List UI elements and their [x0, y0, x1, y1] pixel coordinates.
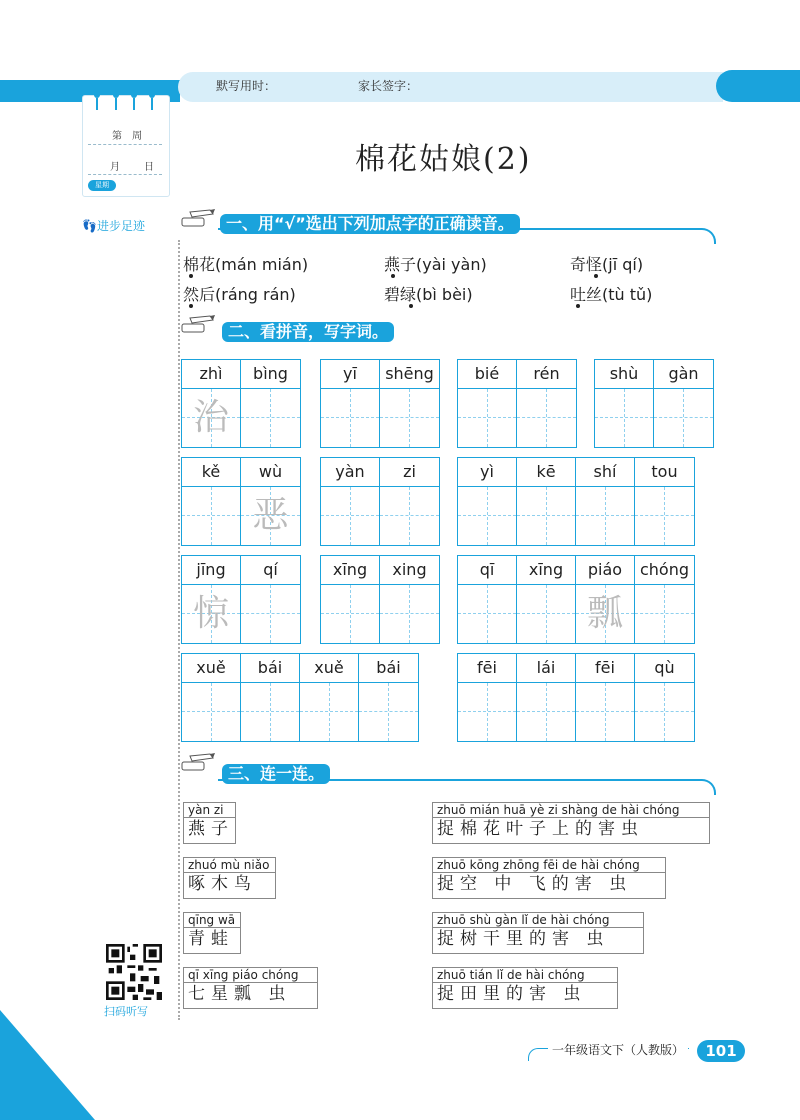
writing-cell[interactable]	[635, 556, 694, 643]
day-label: 日	[144, 162, 154, 173]
writing-cell[interactable]	[380, 360, 439, 447]
question-item: 棉花(mán mián)	[183, 255, 309, 274]
pinyin-label: shēng	[380, 360, 439, 389]
writing-cell[interactable]	[182, 458, 241, 545]
question-item: 然后(ráng rán)	[183, 285, 296, 304]
pinyin-label: bìng	[241, 360, 300, 389]
writing-cell[interactable]	[300, 654, 359, 741]
writing-cell[interactable]	[359, 654, 418, 741]
hint-character: 恶	[252, 495, 289, 536]
pinyin-writing-group	[457, 555, 695, 644]
pinyin-label: yàn	[321, 458, 379, 487]
hint-character: 治	[192, 397, 229, 438]
top-band-right	[716, 70, 800, 102]
pinyin-label: qī	[458, 556, 516, 585]
match-left-item[interactable]: qīng wā 青蛙	[183, 912, 241, 954]
writing-cell[interactable]	[458, 556, 517, 643]
hint-character: 惊	[192, 593, 229, 634]
match-right-item[interactable]: zhuō kōng zhōng fēi de hài chóng 捉空 中 飞的害 虫	[432, 857, 666, 899]
pinyin-writing-group	[320, 359, 440, 448]
pinyin-writing-group	[320, 555, 440, 644]
pinyin-label: xing	[380, 556, 439, 585]
month-label: 月	[110, 162, 120, 173]
pinyin-label: xuě	[300, 654, 358, 683]
writing-cell[interactable]	[635, 654, 694, 741]
match-left-item[interactable]: yàn zi 燕子	[183, 802, 236, 844]
pinyin-writing-group	[320, 457, 440, 546]
pinyin-label: yì	[458, 458, 516, 487]
match-right-item[interactable]: zhuō mián huā yè zi shàng de hài chóng 捉棉花叶子上的害虫	[432, 802, 710, 844]
match-left-item[interactable]: zhuó mù niǎo 啄木鸟	[183, 857, 276, 899]
pinyin-label: fēi	[576, 654, 634, 683]
writing-cell[interactable]	[517, 458, 576, 545]
writing-cell[interactable]	[241, 360, 300, 447]
pinyin-writing-group	[181, 457, 301, 546]
pinyin-label: xīng	[517, 556, 575, 585]
pinyin-label: kě	[182, 458, 240, 487]
page-number: 101	[697, 1040, 745, 1062]
pinyin-label: qí	[241, 556, 300, 585]
pinyin-label: shí	[576, 458, 634, 487]
qr-label: 扫码听写	[104, 1005, 148, 1018]
dictation-time-label: 默写用时：	[216, 79, 277, 93]
section1-heading: 一、用“√”选出下列加点字的正确读音。	[220, 214, 520, 234]
writing-cell[interactable]	[241, 556, 300, 643]
pinyin-label: zhì	[182, 360, 240, 389]
pinyin-label: gàn	[654, 360, 713, 389]
page-title: 棉花姑娘(2)	[355, 142, 532, 177]
writing-cell[interactable]	[458, 458, 517, 545]
writing-cell[interactable]	[517, 654, 576, 741]
pencil-icon	[180, 208, 216, 230]
pinyin-label: zi	[380, 458, 439, 487]
pinyin-label: bié	[458, 360, 516, 389]
week-label: 第 周	[112, 131, 142, 142]
writing-cell[interactable]	[576, 556, 635, 643]
emphasis-dot	[409, 304, 413, 308]
pinyin-label: yī	[321, 360, 379, 389]
pinyin-label: chóng	[635, 556, 694, 585]
writing-cell[interactable]	[458, 360, 517, 447]
writing-cell[interactable]	[458, 654, 517, 741]
pinyin-label: bái	[359, 654, 418, 683]
writing-cell[interactable]	[182, 360, 241, 447]
writing-cell[interactable]	[241, 458, 300, 545]
match-right-item[interactable]: zhuō shù gàn lǐ de hài chóng 捉树干里的害 虫	[432, 912, 644, 954]
pinyin-label: qù	[635, 654, 694, 683]
writing-cell[interactable]	[595, 360, 654, 447]
emphasis-dot	[189, 304, 193, 308]
emphasis-dot	[576, 304, 580, 308]
pinyin-label: tou	[635, 458, 694, 487]
writing-cell[interactable]	[182, 654, 241, 741]
pinyin-writing-group	[181, 653, 419, 742]
pinyin-label: xuě	[182, 654, 240, 683]
writing-cell[interactable]	[635, 458, 694, 545]
writing-cell[interactable]	[576, 458, 635, 545]
writing-cell[interactable]	[517, 556, 576, 643]
match-right-item[interactable]: zhuō tián lǐ de hài chóng 捉田里的害 虫	[432, 967, 618, 1009]
pinyin-label: xīng	[321, 556, 379, 585]
writing-cell[interactable]	[321, 458, 380, 545]
writing-cell[interactable]	[321, 360, 380, 447]
book-title: 一年级语文下（人教版）	[548, 1041, 688, 1058]
footprint-icon: 👣	[82, 219, 97, 233]
pinyin-writing-group	[457, 359, 577, 448]
pinyin-label: jīng	[182, 556, 240, 585]
pinyin-label: kē	[517, 458, 575, 487]
weekday-badge: 星期	[88, 180, 116, 191]
qr-code-icon[interactable]	[106, 944, 162, 1000]
pinyin-label: bái	[241, 654, 299, 683]
question-item: 奇怪(jī qí)	[570, 255, 644, 274]
pinyin-label: rén	[517, 360, 576, 389]
corner-decoration	[0, 1010, 95, 1120]
margin-dots	[178, 240, 180, 1020]
progress-note: 👣进步足迹	[82, 219, 145, 233]
emphasis-dot	[594, 274, 598, 278]
pencil-icon	[180, 752, 216, 774]
pinyin-writing-group	[457, 457, 695, 546]
pinyin-label: lái	[517, 654, 575, 683]
section2-heading: 二、看拼音，写字词。	[222, 322, 394, 342]
writing-cell[interactable]	[182, 556, 241, 643]
match-left-item[interactable]: qī xīng piáo chóng 七星瓢 虫	[183, 967, 318, 1009]
pinyin-writing-group	[594, 359, 714, 448]
pinyin-label: wù	[241, 458, 300, 487]
writing-cell[interactable]	[576, 654, 635, 741]
writing-cell[interactable]	[321, 556, 380, 643]
hint-character: 瓢	[586, 593, 623, 634]
pinyin-writing-group	[181, 359, 301, 448]
emphasis-dot	[189, 274, 193, 278]
question-item: 燕子(yài yàn)	[384, 255, 487, 274]
writing-cell[interactable]	[517, 360, 576, 447]
parent-signature-label: 家长签字：	[358, 79, 419, 93]
pinyin-label: shù	[595, 360, 653, 389]
section3-heading: 三、连一连。	[222, 764, 330, 784]
writing-cell[interactable]	[380, 458, 439, 545]
pinyin-label: fēi	[458, 654, 516, 683]
pinyin-writing-group	[457, 653, 695, 742]
pinyin-label: piáo	[576, 556, 634, 585]
writing-cell[interactable]	[241, 654, 300, 741]
writing-cell[interactable]	[380, 556, 439, 643]
pinyin-writing-group	[181, 555, 301, 644]
pencil-icon	[180, 314, 216, 336]
question-item: 碧绿(bì bèi)	[384, 285, 473, 304]
writing-cell[interactable]	[654, 360, 713, 447]
question-item: 吐丝(tù tǔ)	[570, 285, 653, 304]
emphasis-dot	[391, 274, 395, 278]
